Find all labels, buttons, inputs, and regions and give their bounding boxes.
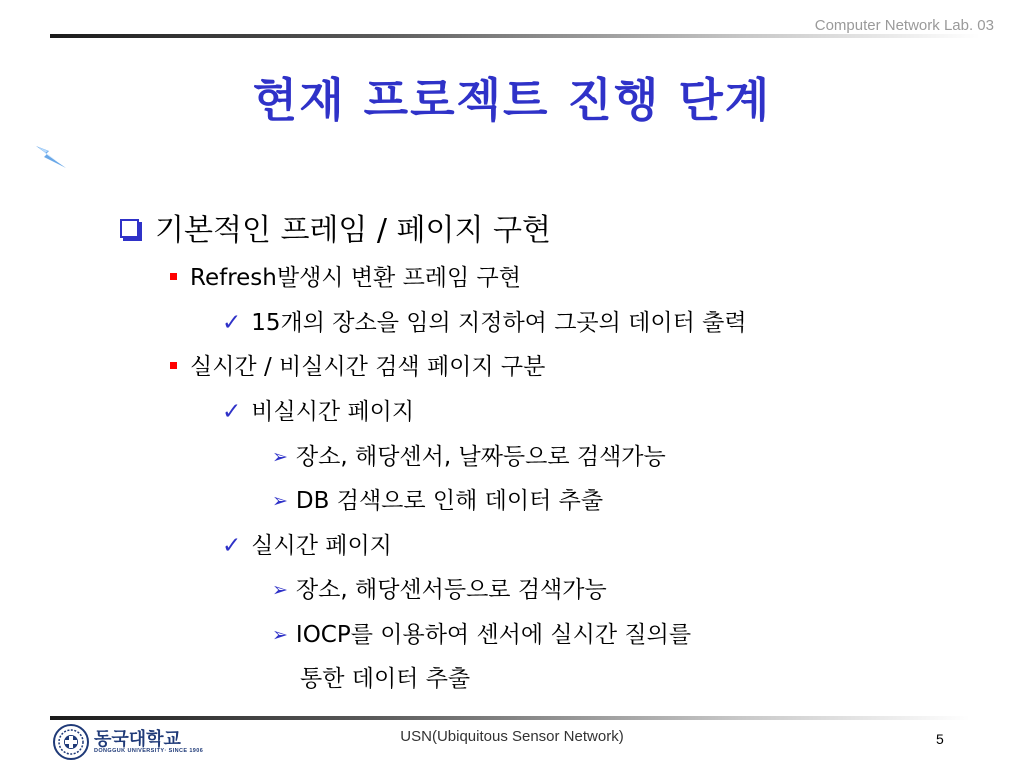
bullet-level4 (272, 482, 603, 515)
hollow-square-bullet-icon (120, 219, 139, 238)
bullet-text: DB 검색으로 인해 데이터 추출 (295, 488, 604, 514)
lightning-bolt-icon (34, 143, 68, 171)
bullet-level2 (170, 348, 545, 381)
arrow-right-icon: ➢ (272, 446, 288, 468)
check-icon: ✓ (222, 399, 242, 425)
header-course-label: Computer Network Lab. 03 (814, 17, 994, 34)
bullet-level3 (222, 393, 414, 426)
top-rule (50, 34, 980, 38)
logo-name: 동국대학교 (94, 729, 181, 750)
check-icon: ✓ (222, 533, 242, 559)
arrow-right-icon: ➢ (272, 579, 288, 601)
bullet-text: 15개의 장소을 임의 지정하여 그곳의 데이터 출력 (251, 310, 747, 336)
bullet-level3 (222, 304, 747, 337)
slide-title: 현재 프로젝트 진행 단계 (252, 73, 772, 127)
bullet-text: 비실시간 페이지 (251, 399, 415, 425)
page-number: 5 (936, 731, 944, 747)
footer-title: USN(Ubiquitous Sensor Network) (400, 728, 624, 745)
bullet-text: Refresh발생시 변환 프레임 구현 (190, 265, 521, 291)
bullet-level1 (120, 205, 551, 249)
bullet-level4 (272, 438, 666, 471)
bottom-rule (50, 716, 970, 720)
arrow-right-icon: ➢ (272, 624, 288, 646)
bullet-text: IOCP를 이용하여 센서에 실시간 질의를 (295, 622, 692, 648)
bullet-text: 장소, 해당센서등으로 검색가능 (295, 577, 607, 603)
bullet-text: 실시간 / 비실시간 검색 페이지 구분 (190, 354, 546, 380)
red-square-bullet-icon (170, 273, 177, 280)
logo-subtitle: DONGGUK UNIVERSITY· SINCE 1906 (94, 748, 204, 754)
arrow-right-icon: ➢ (272, 490, 288, 512)
bullet-text: 장소, 해당센서, 날짜등으로 검색가능 (295, 444, 666, 470)
red-square-bullet-icon (170, 362, 177, 369)
check-icon: ✓ (222, 310, 242, 336)
bullet-level4 (272, 616, 691, 649)
bullet-continuation: 통한 데이터 추출 (300, 666, 471, 692)
bullet-text: 실시간 페이지 (251, 533, 392, 559)
bullet-level4 (272, 571, 607, 604)
bullet-text: 기본적인 프레임 / 페이지 구현 (155, 213, 552, 248)
bullet-level2 (170, 259, 521, 292)
bullet-level3 (222, 527, 392, 560)
